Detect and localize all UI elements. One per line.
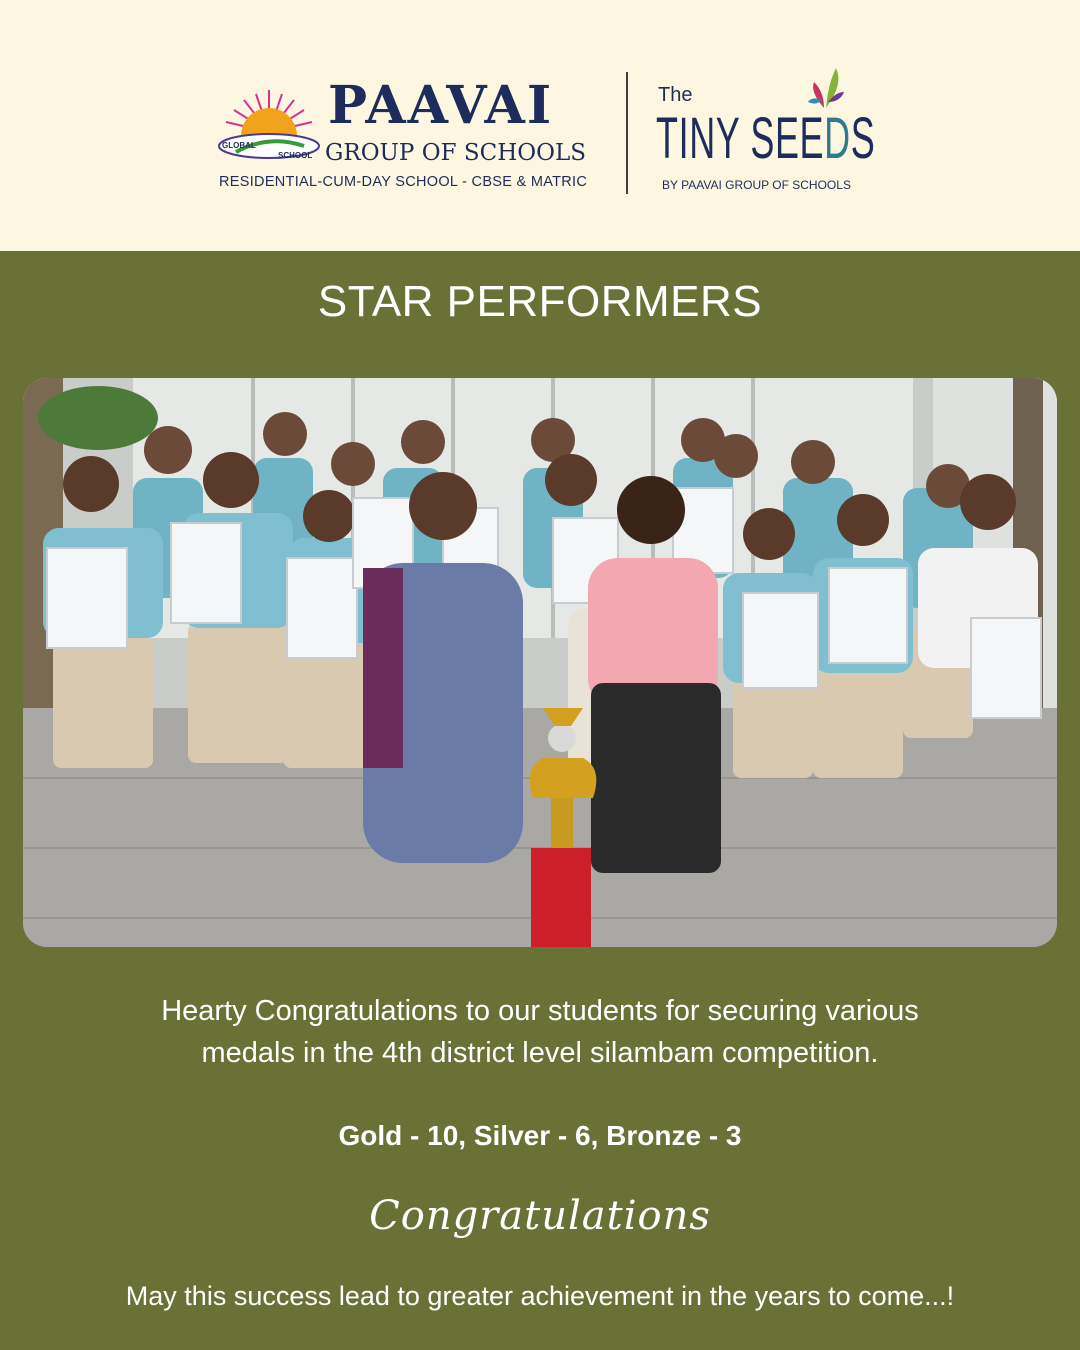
congratulations-script: Congratulations <box>369 1193 711 1239</box>
header <box>0 0 1080 251</box>
tinyseeds-logo-title <box>656 108 875 170</box>
closing-wish: May this success lead to greater achievement in the years to come...! <box>125 1281 955 1311</box>
logo-divider <box>626 72 628 194</box>
group-photo <box>23 378 1057 947</box>
tinyseeds-logo-subtitle: BY PAAVAI GROUP OF SCHOOLS <box>662 178 851 192</box>
tinyseeds-title-main: TINY SEE <box>656 106 825 171</box>
emblem-school-label: SCHOOL <box>278 151 313 160</box>
tinyseeds-title-d: D <box>824 106 851 171</box>
tinyseeds-the-label: The <box>658 84 693 106</box>
congratulations-message: Hearty Congratulations to our students for securing various medals in the 4th district level silambam competition. <box>161 995 919 1069</box>
paavai-logo-tagline: RESIDENTIAL-CUM-DAY SCHOOL - CBSE & MATRIC <box>219 174 588 190</box>
group-photo-illustration <box>23 378 1057 947</box>
tinyseeds-leaves-icon <box>806 62 846 110</box>
paavai-emblem-icon <box>216 86 322 166</box>
tinyseeds-title-s: S <box>850 106 876 171</box>
medal-tally: Gold - 10, Silver - 6, Bronze - 3 <box>338 1120 742 1151</box>
emblem-global-label: GLOBAL <box>222 141 256 150</box>
page-title: STAR PERFORMERS <box>317 277 763 326</box>
paavai-logo-name: PAAVAI <box>328 75 554 136</box>
paavai-logo-subtitle: GROUP OF SCHOOLS <box>325 140 586 166</box>
